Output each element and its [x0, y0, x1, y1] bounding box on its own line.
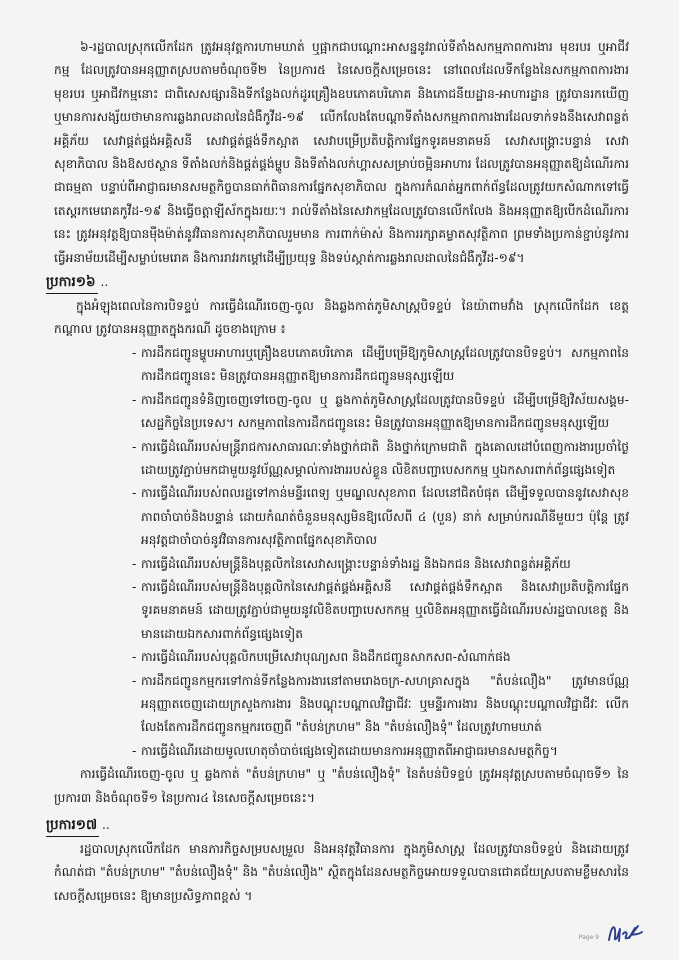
list-item: - ការធ្វើដំណើររបស់បុគ្គលិកបម្រើសេវាបុណ្យសព និងដឹកជញ្ជូនសាកសព-សំណាក់ផង	[132, 646, 629, 669]
article-16-heading-suffix: ..	[100, 275, 109, 290]
page-footer	[579, 920, 645, 946]
list-item: - ការដឹកជញ្ជូនម្ហូបអាហារឬគ្រឿងឧបភោគបរិភោគ ដើម្បីបម្រើឱ្យភូមិសាស្ត្រដែលត្រូវបានបិទខ្ទប់។ សកម្មភាពនៃការដឹកជញ្ជូននេះ មិនត្រូវបានអនុញ្ញាតឱ្យមានការដឹកជញ្ជូនមនុស្សឡើយ	[132, 342, 629, 389]
article-16-closing: ការធ្វើដំណើរចេញ-ចូល ឬ ឆ្លងកាត់ "តំបន់ក្រហម" ឬ "តំបន់លឿងទុំ" នៃតំបន់បិទខ្ទប់ ត្រូវអនុវត្តស្របតាមចំណុចទី១ នៃប្រការ៣ និងចំណុចទី១ នៃប្រការ៤ នៃសេចក្ដីសម្រេចនេះ។	[54, 767, 629, 805]
article-16-list	[54, 342, 629, 763]
article-17-heading: ប្រការ១៧	[46, 816, 99, 837]
article-16-heading: ប្រការ១៦	[46, 273, 98, 294]
list-item: - ការធ្វើដំណើររបស់ពលរដ្ឋទៅកាន់មន្ទីរពេទ្យ ឬមណ្ឌលសុខភាព ដែលនៅជិតបំផុត ដើម្បីទទួលបាននូវសេវាសុខភាពចាំបាច់និងបន្ទាន់ ដោយកំណត់ចំនួនមនុស្សមិនឱ្យលើសពី ៤ (បួន) នាក់ សម្រាប់ករណីនីមួយៗ ប៉ុន្តែ ត្រូវអនុវត្តជាចាំបាច់នូវវិធានការសុវត្ថិភាពផ្នែកសុខាភិបាល	[132, 482, 629, 552]
article-17-body: រដ្ឋបាលស្រុកលើកដែក មានភារកិច្ចសម្របសម្រួល និងអនុវត្តវិធានការ ក្នុងភូមិសាស្ត្រ ដែលត្រូវបានបិទខ្ទប់ និងដោយត្រូវកំណត់ជា "តំបន់ក្រហម" "តំបន់លឿងទុំ" និង "តំបន់លឿង" ស្ថិតក្នុងដែនសមត្ថកិច្ចអោយទទួលបានជោគជ័យស្របតាមខ្លឹមសារនៃសេចក្ដីសម្រេចនេះ ឱ្យមានប្រសិទ្ធភាពខ្ពស់ ។	[54, 842, 629, 903]
page-number: Page 9	[578, 934, 599, 941]
list-item: - ការដឹកជញ្ជូនទំនិញចេញទៅចេញ-ចូល ឬ ឆ្លងកាត់ភូមិសាស្ត្រដែលត្រូវបានបិទខ្ទប់ ដើម្បីបម្រើឱ្យវិស័យសង្គម-សេដ្ឋកិច្ចនៃប្រទេស។ សកម្មភាពនៃការដឹកជញ្ជូននេះ មិនត្រូវបានអនុញ្ញាតឱ្យមានការដឹកជញ្ជូនមនុស្សឡើយ	[132, 389, 629, 436]
list-item: - ការធ្វើដំណើររបស់មន្ត្រីនិងបុគ្គលិកនៃសេវាផ្គត់ផ្គង់អគ្គិសនី សេវាផ្គត់ផ្គង់ទឹកស្អាត និងសេវាប្រតិបត្តិការផ្នែកទូរគមនាគមន៍ ដោយត្រូវភ្ជាប់ជាមួយនូវលិខិតបញ្ជាបេសកកម្ម ឬលិខិតអនុញ្ញាតធ្វើដំណើររបស់រដ្ឋបាលខេត្ត និងមានដោយឯកសារពាក់ព័ន្ធផ្សេងទៀត	[132, 576, 629, 646]
article-17-heading-suffix: ..	[102, 818, 110, 832]
intro-paragraph: ៦-រដ្ឋបាលស្រុកលើកដែក ត្រូវអនុវត្តការហាមឃាត់ ឬផ្អាកជាបណ្ដោះអាសន្ននូវរាល់ទីតាំងសកម្មភាពការងារ មុខរបរ ឬអាជីវកម្ម ដែលត្រូវបានអនុញ្ញាតស្របតាមចំណុចទី២ នៃប្រការ៥ នៃសេចក្ដីសម្រេចនេះ នៅពេលដែលទីកន្លែងនៃសកម្មភាពការងារ មុខរបរ ឬអាជីវកម្មនោះ ជាពិសេសផ្សារនិងទីកន្លែងលក់ដូរគ្រឿងឧបភោគបរិភោគ និងភោជនីយដ្ឋាន-អាហារដ្ឋាន ត្រូវបានរកឃើញ ឬមានការសង្ស័យថាមានការឆ្លងរាលដាលនៃជំងឺកូវីដ-១៩ លើកលែងតែបណ្ដាទីតាំងសកម្មភាពការងារដែលទាក់ទងនឹងសេវាពន្លត់អគ្គិភ័យ សេវាផ្គត់ផ្គង់អគ្គិសនី សេវាផ្គត់ផ្គង់ទឹកស្អាត សេវាបម្រើប្រតិបត្តិការផ្នែកទូរគមនាគមន៍ សេវាសង្គ្រោះបន្ទាន់ សេវាសុខាភិបាល និងឱសថស្ថាន ទីតាំងលក់និងផ្គត់ផ្គង់ម្ហូប និងទីតាំងលក់ហ្គាសសម្រាប់ចម្អិនអាហារ ដែលត្រូវបានអនុញ្ញាតឱ្យដំណើរការជាធម្មតា បន្ទាប់ពីអាជ្ញាធរមានសមត្ថកិច្ចបានធាក់ពិធានការផ្នែកសុខាភិបាល ក្នុងការកំណត់អ្នកពាក់ព័ន្ធដែលត្រូវយកសំណាកទៅធ្វើតេស្តរកមេរោគកូវីដ-១៩ និងធ្វើចត្តាឡីស័កក្នុងរយៈ។ រាល់ទីតាំងនៃសេវាកម្មដែលត្រូវបានលើកលែង និងអនុញ្ញាតឱ្យបើកដំណើរការនេះ ត្រូវអនុវត្តឱ្យបានម៉ឺងម៉ាត់នូវវិធានការសុខាភិបាលរួមមាន ការពាក់ម៉ាស់ និងការរក្សាគម្លាតសុវត្ថិភាព ព្រមទាំងប្រកាន់ខ្ជាប់នូវការធ្វើអនាម័យដើម្បីសម្លាប់មេរោគ និងការរាវរកម្ដៅដើម្បីប្រយុទ្ធ និងទប់ស្កាត់ការឆ្លងរាលដាលនៃជំងឺកូវីដ-១៩។	[54, 40, 629, 265]
list-item: - ការដឹកជញ្ជូនកម្មករទៅកាន់ទីកន្លែងការងារនៅតាមរោងចក្រ-សហគ្រាសក្នុង "តំបន់លឿង" ត្រូវមានប័ណ្ណអនុញ្ញាតចេញដោយក្រសួងការងារ និងបណ្ដុះបណ្ដាលវិជ្ជាជីវៈ ឬមន្ទីរការងារ និងបណ្ដុះបណ្ដាលវិជ្ជាជីវៈ លើកលែងតែការដឹកជញ្ជូនកម្មករចេញពី "តំបន់ក្រហម" និង "តំបន់លឿងទុំ" ដែលត្រូវហាមឃាត់	[132, 670, 629, 740]
article-16-lead: ក្នុងអំឡុងពេលនៃការបិទខ្ទប់ ការធ្វើដំណើរចេញ-ចូល និងឆ្លងកាត់ភូមិសាស្ត្របិទខ្ទប់ នៃយ៉ាពាមវាំង ស្រុកលើកដែក ខេត្តកណ្ដាល ត្រូវបានអនុញ្ញាតក្នុងករណី ដូចខាងក្រោម ៖	[54, 299, 629, 337]
list-item: - ការធ្វើដំណើររបស់មន្ត្រីនិងបុគ្គលិកនៃសេវាសង្គ្រោះបន្ទាន់ទាំងរដ្ឋ និងឯកជន និងសេវាពន្លត់អគ្គិភ័យ	[132, 553, 629, 576]
list-item: - ការធ្វើដំណើរដោយមូលហេតុចាំបាច់ផ្សេងទៀតដោយមានការអនុញ្ញាតពីអាជ្ញាធរមានសមត្ថកិច្ច។	[132, 740, 629, 763]
signature-icon	[605, 920, 645, 946]
article-17-heading-row	[46, 814, 629, 836]
list-item: - ការធ្វើដំណើររបស់មន្ត្រីរាជការសាធារណៈទាំងថ្នាក់ជាតិ និងថ្នាក់ក្រោមជាតិ ក្នុងគោលដៅបំពេញការងារប្រចាំថ្ងៃ ដោយត្រូវភ្ជាប់មកជាមួយនូវប័ណ្ណសម្គាល់ការងាររបស់ខ្លួន លិខិតបញ្ជាបេសកកម្ម ឬឯកសារពាក់ព័ន្ធផ្សេងទៀត	[132, 436, 629, 483]
article-16-heading-row	[46, 271, 629, 293]
